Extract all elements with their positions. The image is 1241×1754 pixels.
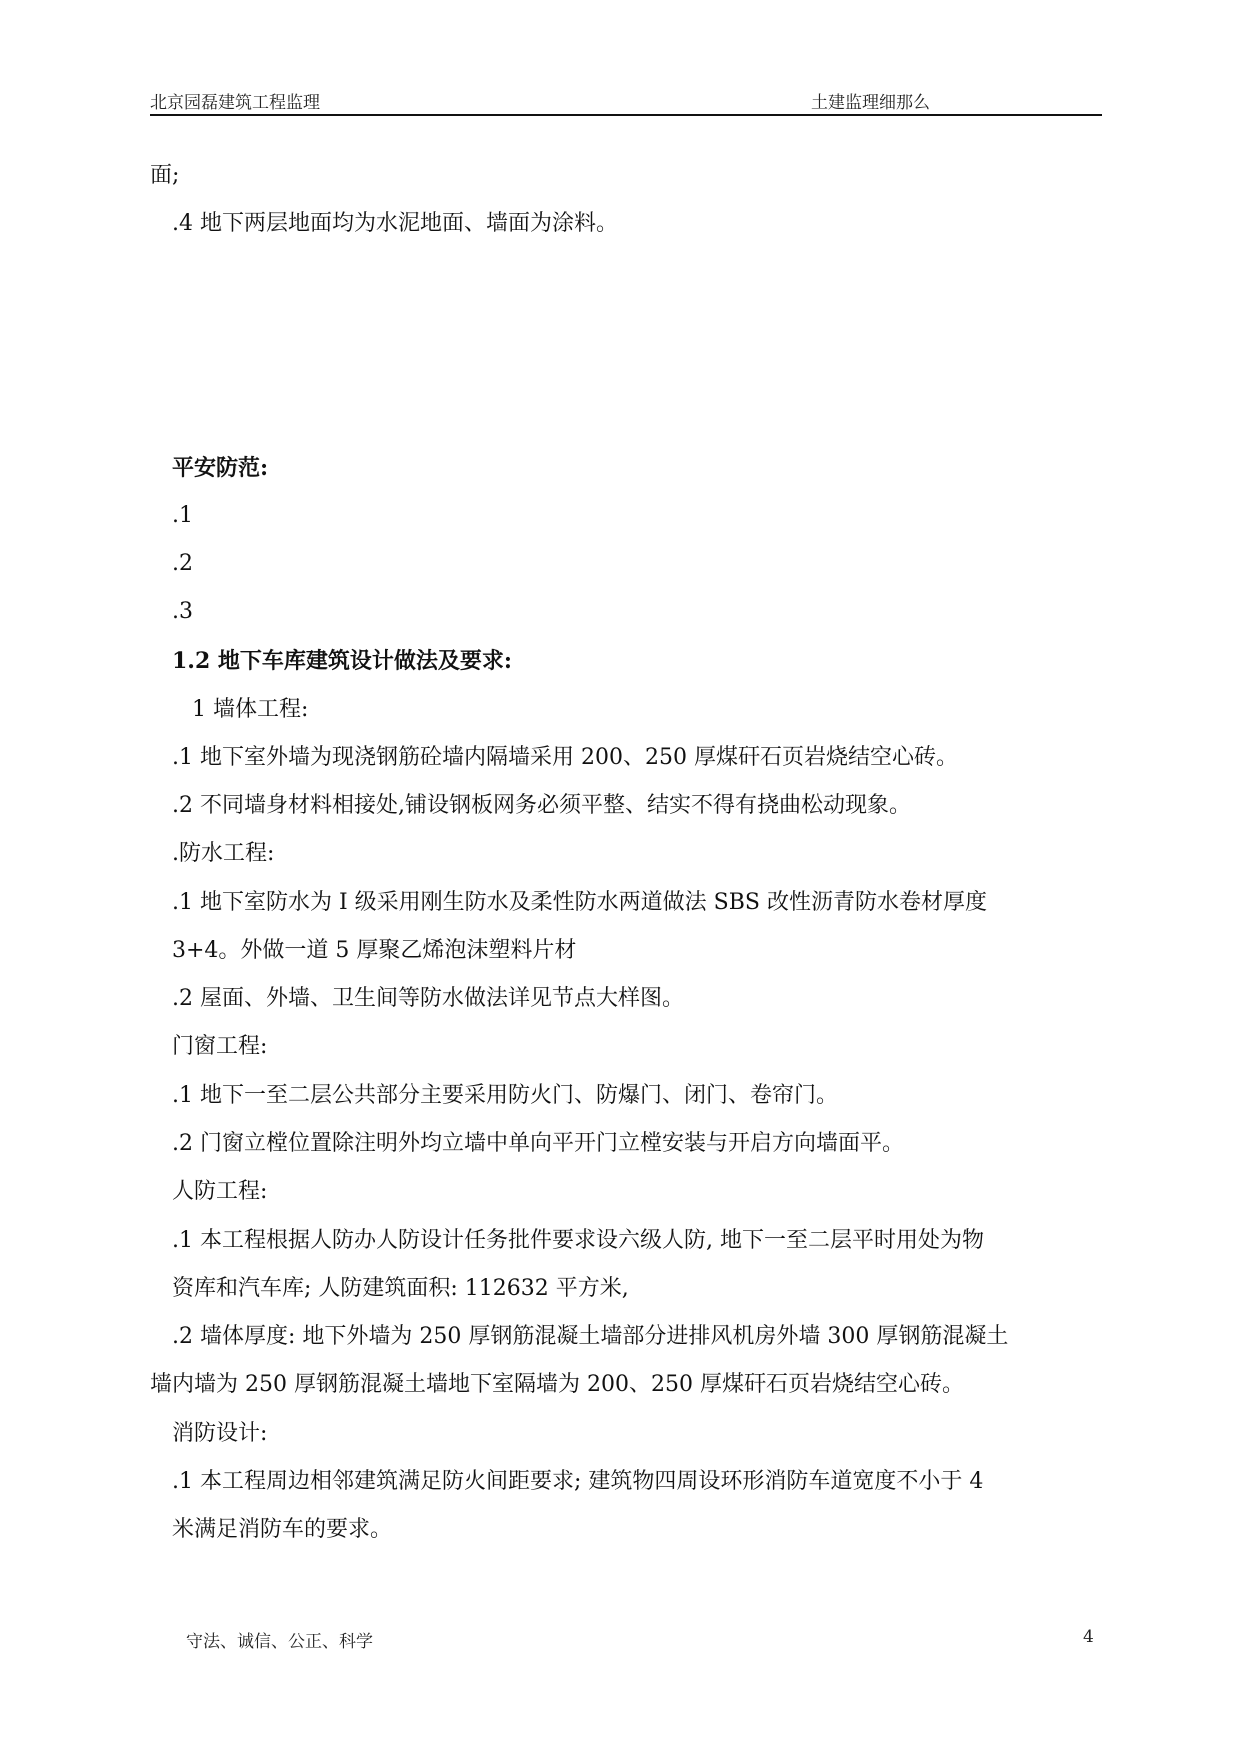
body-line: .1 地下室外墙为现浇钢筋砼墙内隔墙采用 200、250 厚煤矸石页岩烧结空心砖。	[172, 745, 958, 770]
section-heading: 平安防范:	[172, 455, 269, 481]
body-line: .2	[172, 551, 193, 576]
body-line: .3	[172, 599, 193, 624]
header-left: 北京园磊建筑工程监理	[150, 93, 320, 113]
body-line: 3+4。外做一道 5 厚聚乙烯泡沫塑料片材	[172, 938, 577, 963]
body-line: .1 本工程根据人防办人防设计任务批件要求设六级人防, 地下一至二层平时用处为物	[172, 1228, 984, 1253]
body-line: .防水工程:	[172, 841, 275, 866]
body-line: 人防工程:	[172, 1179, 268, 1204]
body-line: .2 屋面、外墙、卫生间等防水做法详见节点大样图。	[172, 986, 684, 1011]
body-line: 米满足消防车的要求。	[172, 1517, 393, 1542]
body-line: 1 墙体工程:	[192, 697, 309, 722]
body-line: .1	[172, 503, 193, 528]
body-line: .1 地下室防水为 I 级采用刚生防水及柔性防水两道做法 SBS 改性沥青防水卷材厚度	[172, 890, 987, 915]
section-heading: 1.2 地下车库建筑设计做法及要求:	[172, 648, 513, 674]
header-rule	[150, 114, 1102, 116]
footer-motto: 守法、诚信、公正、科学	[186, 1632, 373, 1652]
body-line: 资库和汽车库; 人防建筑面积: 112632 平方米,	[172, 1276, 629, 1301]
body-line: 消防设计:	[172, 1421, 268, 1446]
body-line: .2 墙体厚度: 地下外墙为 250 厚钢筋混凝土墙部分进排风机房外墙 300 厚钢筋混凝土	[172, 1324, 1009, 1349]
body-line: 墙内墙为 250 厚钢筋混凝土墙地下室隔墙为 200、250 厚煤矸石页岩烧结空心砖。	[150, 1372, 964, 1397]
body-line: 门窗工程:	[172, 1034, 268, 1059]
body-line: .1 本工程周边相邻建筑满足防火间距要求; 建筑物四周设环形消防车道宽度不小于 4	[172, 1469, 984, 1494]
header-right: 土建监理细那么	[811, 93, 930, 113]
body-line: .1 地下一至二层公共部分主要采用防火门、防爆门、闭门、卷帘门。	[172, 1083, 838, 1108]
body-line: 面;	[150, 163, 180, 188]
body-line: .4 地下两层地面均为水泥地面、墙面为涂料。	[172, 211, 618, 236]
body-line: .2 不同墙身材料相接处,铺设钢板网务必须平整、结实不得有挠曲松动现象。	[172, 793, 911, 818]
body-line: .2 门窗立樘位置除注明外均立墙中单向平开门立樘安装与开启方向墙面平。	[172, 1131, 904, 1156]
page-number: 4	[1083, 1627, 1094, 1647]
